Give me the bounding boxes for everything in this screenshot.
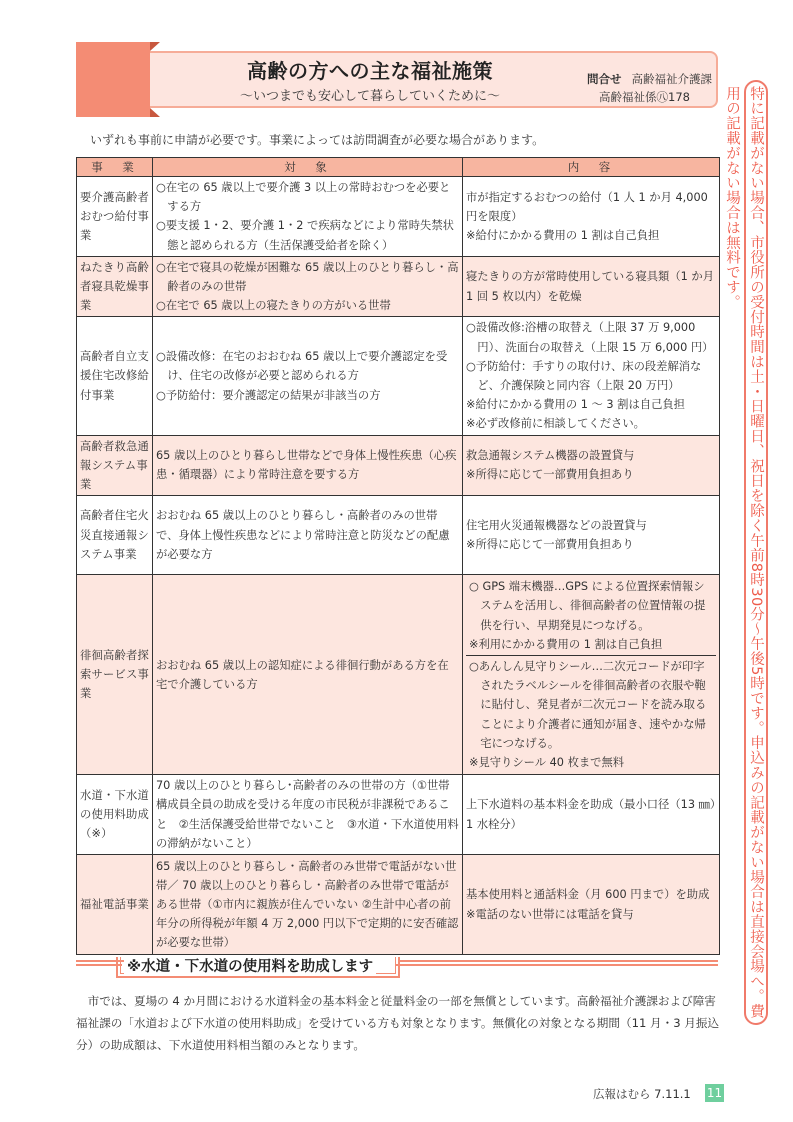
table-row (77, 317, 720, 435)
row-content (463, 435, 720, 496)
target-item: おおむね 65 歳以上の認知症による徘徊行動がある方を在宅で介護している方 (156, 658, 449, 691)
page-number-badge: 11 (706, 1086, 723, 1100)
row-name: 要介護高齢者おむつ給付事業 (77, 177, 153, 257)
target-item: ○在宅で 65 歳以上の寝たきりの方がいる世帯 (156, 299, 391, 313)
row-target (153, 317, 463, 435)
section-rule (396, 964, 718, 966)
intro-text: いずれも事前に申請が必要です。事業によっては訪問調査が必要な場合があります。 (90, 133, 545, 147)
content-note: ※見守りシール 40 枚まで無料 (469, 756, 625, 770)
column-header-target: 対 象 (153, 158, 463, 177)
section-rule (400, 960, 718, 962)
row-target (153, 775, 463, 855)
content-part-gps (466, 576, 716, 655)
content-item: 住宅用火災通報機器などの設置貸与 (466, 519, 647, 533)
target-item: ○要支援 1・2、要介護 1・2 で疾病などにより常時失禁状態と認められる方（生活保護受給者を除く） (156, 219, 454, 252)
row-name: 徘徊高齢者探索サービス事業 (77, 575, 153, 775)
header-fold-bottom (150, 108, 160, 117)
row-content (463, 177, 720, 257)
content-item: ○予防給付：手すりの取付け、床の段差解消など、介護保険と同内容（上限 20 万円） (466, 359, 702, 393)
row-name: ねたきり高齢者寝具乾燥事業 (77, 256, 153, 317)
target-item: ○予防給付：要介護認定の結果が非該当の方 (156, 388, 381, 402)
row-name: 高齢者住宅火災直接通報システム事業 (77, 496, 153, 575)
content-note: ※電話のない世帯には電話を貸与 (466, 907, 634, 921)
section-body: 市では、夏場の 4 か月間における水道料金の基本料金と従量料金の一部を無償としています。高齢福祉介護課および障害福祉課の「水道および下水道の使用料助成」を受けている方も対象となります。無償化の対象となる期間（11 月・3 月振込分）の助成額は、下水道使用料相当額のみとなります。 (76, 994, 720, 1052)
header-accent-block (76, 42, 150, 117)
table-row (77, 575, 720, 775)
target-item: ○設備改修：在宅のおおむね 65 歳以上で要介護認定を受け、住宅の改修が必要と認められる方 (156, 350, 448, 383)
page-subtitle: ～いつまでも安心して暮らしていくために～ (239, 89, 500, 104)
target-item: 65 歳以上のひとり暮らし世帯などで身体上慢性疾患（心疾患・循環器）により常時注意を要する方 (156, 449, 457, 482)
row-content (463, 496, 720, 575)
contact-dept: 高齢福祉介護課 (631, 72, 712, 86)
content-note: ※所得に応じて一部費用負担あり (466, 468, 634, 482)
row-content (463, 317, 720, 435)
table-row (77, 177, 720, 257)
content-item: 基本使用料と通話料金（月 600 円まで）を助成 (466, 888, 710, 902)
row-name: 高齢者自立支援住宅改修給付事業 (77, 317, 153, 435)
page-title: 高齢の方への主な福祉施策 (247, 59, 493, 83)
content-item: 市が指定するおむつの給付（1 人 1 か月 4,000 円を限度） (466, 190, 708, 223)
content-note: ※利用にかかる費用の 1 割は自己負担 (469, 637, 663, 651)
row-target (153, 177, 463, 257)
content-item: 寝たきりの方が常時使用している寝具類（1 か月 1 回 5 枚以内）を乾燥 (466, 270, 715, 303)
content-note: ※所得に応じて一部費用負担あり (466, 538, 634, 552)
content-note: ※給付にかかる費用の 1 ～ 3 割は自己負担 (466, 398, 685, 412)
header-fold-top (150, 42, 160, 51)
row-target (153, 435, 463, 496)
row-content (463, 256, 720, 317)
contact-line-1 (540, 71, 712, 87)
column-header-content: 内 容 (463, 158, 720, 177)
row-name: 水道・下水道の使用料助成（※） (77, 775, 153, 855)
column-header-business: 事 業 (77, 158, 153, 177)
row-name: 福祉電話事業 (77, 855, 153, 955)
table-header-row (77, 158, 720, 177)
content-item: 救急通報システム機器の設置貸与 (466, 449, 635, 463)
row-content (463, 775, 720, 855)
content-item: ○あんしん見守りシール…二次元コードが印字されたラベルシールを徘徊高齢者の衣服や鞄に貼付し、発見者が二次元コードを読み取ることにより介護者に通知が届き、速やかな帰宅につなげる。 (469, 660, 707, 750)
content-part-sticker (466, 655, 716, 773)
content-item: ○設備改修:浴槽の取替え（上限 37 万 9,000 円）、洗面台の取替え（上限 15 万 6,000 円） (466, 321, 714, 354)
table-row (77, 496, 720, 575)
sidebar-notice-text: 特に記載がない場合、市役所の受付時間は土・日曜日、祝日を除く午前8時30分～午後5時です。申込みの記載がない場合は直接会場へ。費用の記載がない場合は無料です。 (724, 86, 764, 1019)
content-note: ※必ず改修前に相談してください。 (466, 417, 645, 431)
publication-name: 広報はむら 7.11.1 (593, 1087, 691, 1101)
row-content (463, 575, 720, 775)
content-note: ※給付にかかる費用の 1 割は自己負担 (466, 229, 660, 242)
row-target (153, 575, 463, 775)
row-target (153, 256, 463, 317)
content-item: 上下水道料の基本料金を助成（最小口径（13 ㎜）1 水栓分） (466, 798, 716, 831)
table-row (77, 435, 720, 496)
table-row (77, 256, 720, 317)
content-item: ○ GPS 端末機器…GPS による位置探索情報システムを活用し、徘徊高齢者の位置情報の提供を行い、早期発見につなげる。 (469, 580, 706, 632)
row-target (153, 855, 463, 955)
target-item: 70 歳以上のひとり暮らし･高齢者のみの世帯の方（①世帯構成員全員の助成を受ける年度の市民税が非課税であること ②生活保護受給世帯でないこと ③水道・下水道使用料の滞納がないこと） (156, 779, 459, 850)
table-row (77, 775, 720, 855)
target-item: ○在宅の 65 歳以上で要介護 3 以上の常時おむつを必要とする方 (156, 181, 451, 214)
contact-section: 高齢福祉係㊇178 (599, 90, 690, 104)
row-name: 高齢者救急通報システム事業 (77, 435, 153, 496)
contact-label: 問合せ (587, 72, 622, 86)
target-item: おおむね 65 歳以上のひとり暮らし・高齢者のみの世帯で、身体上慢性疾患などにより常時注意と防災などの配慮が必要な方 (156, 509, 450, 561)
table-row (77, 855, 720, 955)
welfare-table (76, 157, 720, 955)
target-item: 65 歳以上のひとり暮らし・高齢者のみ世帯で電話がない世帯／ 70 歳以上のひとり暮らし・高齢者のみ世帯で電話がある世帯（①市内に親族が住んでいない ②生計中心者の前年分の所得税が年額 4 万 2,000 円以下で定期的に安否確認が必要な世帯） (156, 859, 459, 950)
section-title: ※水道・下水道の使用料を助成します (124, 955, 376, 976)
row-content (463, 855, 720, 955)
row-target (153, 496, 463, 575)
target-item: ○在宅で寝具の乾燥が困難な 65 歳以上のひとり暮らし・高齢者のみの世帯 (156, 260, 459, 294)
